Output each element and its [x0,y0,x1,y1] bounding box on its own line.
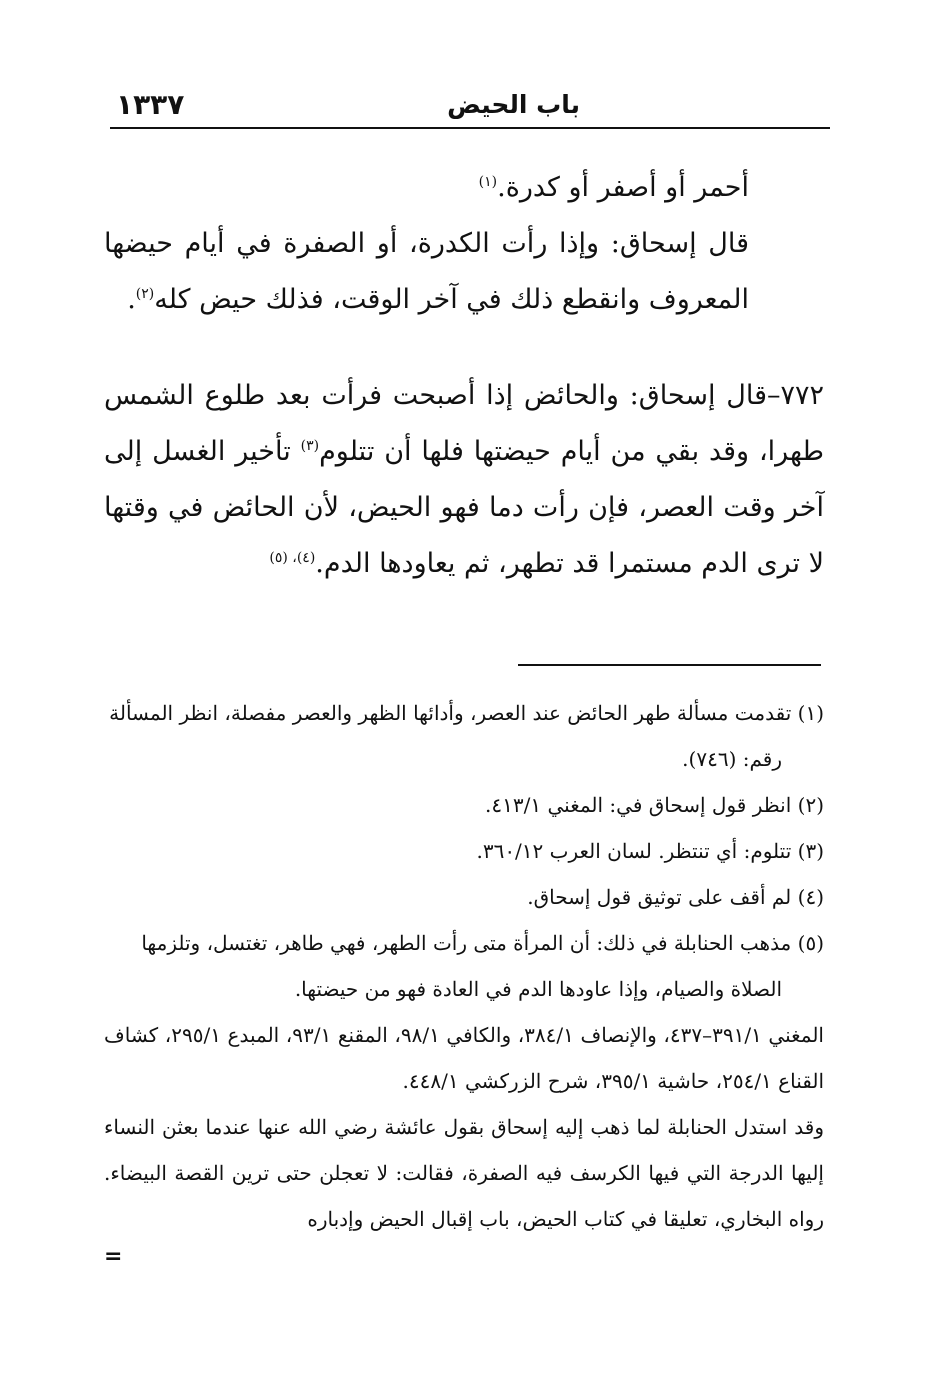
footnote-3: (٣) تتلوم: أي تنتظر. لسان العرب ٣٦٠/١٢. [476,839,824,863]
header-rule [110,127,830,129]
footnote-5: (٥) مذهب الحنابلة في ذلك: أن المرأة متى رأت الطهر، فهي طاهر، تغتسل، وتلزمها [141,931,824,955]
line1-text: أحمر أو أصفر أو كدرة. [497,172,749,203]
paragraph-ishaq-end: . [127,284,136,315]
footnote-1-continued: رقم: (٧٤٦). [682,747,782,771]
main-text [104,160,824,592]
footnote-5-evidence: وقد استدل الحنابلة لما ذهب إليه إسحاق بقول عائشة رضي الله عنها عندما بعثن النساء إليها الدرجة التي فيها الكرسف فيه الصفرة، فقالت: لا تعجلن حتى ترين القصة البيضاء. رواه البخاري، تعليقا في كتاب الحيض، باب إقبال الحيض وإدباره [104,1115,824,1231]
page-header [110,80,830,128]
footnote-2: (٢) انظر قول إسحاق في: المغني ٤١٣/١. [485,793,824,817]
footnote-4: (٤) لم أقف على توثيق قول إسحاق. [527,885,824,909]
footnote-ref-4-5: (٤)، (٥) [269,550,316,566]
continued-mark: = [104,1244,123,1269]
footnote-1: (١) تقدمت مسألة طهر الحائض عند العصر، وأدائها الظهر والعصر مفصلة، انظر المسألة [109,701,824,725]
paragraph-ishaq-text: قال إسحاق: وإذا رأت الكدرة، أو الصفرة في أيام حيضها المعروف وانقطع ذلك في آخر الوقت، فذلك حيض كله [104,228,749,315]
page-number: ١٣٣٧ [116,88,185,121]
hadith-772-text-b: تأخير الغسل إلى آخر وقت العصر، فإن رأت دما فهو الحيض، لأن الحائض في وقتها لا ترى الدم مستمرا قد تطهر، ثم يعاودها الدم. [104,436,824,579]
footnote-ref-2: (٢) [135,286,155,302]
footnote-5-continued: الصلاة والصيام، وإذا عاودها الدم في العادة فهو من حيضتها. [294,977,782,1001]
text-line-1 [104,160,824,216]
footnote-5-references: المغني ٣٩١/١–٤٣٧، والإنصاف ٣٨٤/١، والكافي ٩٨/١، المقنع ٩٣/١، المبدع ٢٩٥/١، كشاف القناع ٢٥٤/١، حاشية ٣٩٥/١، شرح الزركشي ٤٤٨/١. [104,1023,824,1093]
hadith-772-text-a: ٧٧٢–قال إسحاق: والحائض إذا أصبحت فرأت بعد طلوع الشمس طهرا، وقد بقي من أيام حيضتها فلها أن تتلوم [104,380,824,467]
footnotes [104,690,824,1242]
footnote-ref-3: (٣) [300,438,320,454]
hadith-772 [104,368,824,592]
footnote-ref-1: (١) [478,174,498,190]
paragraph-ishaq [104,216,824,328]
footnote-separator [518,664,821,666]
running-title: باب الحيض [447,90,580,119]
